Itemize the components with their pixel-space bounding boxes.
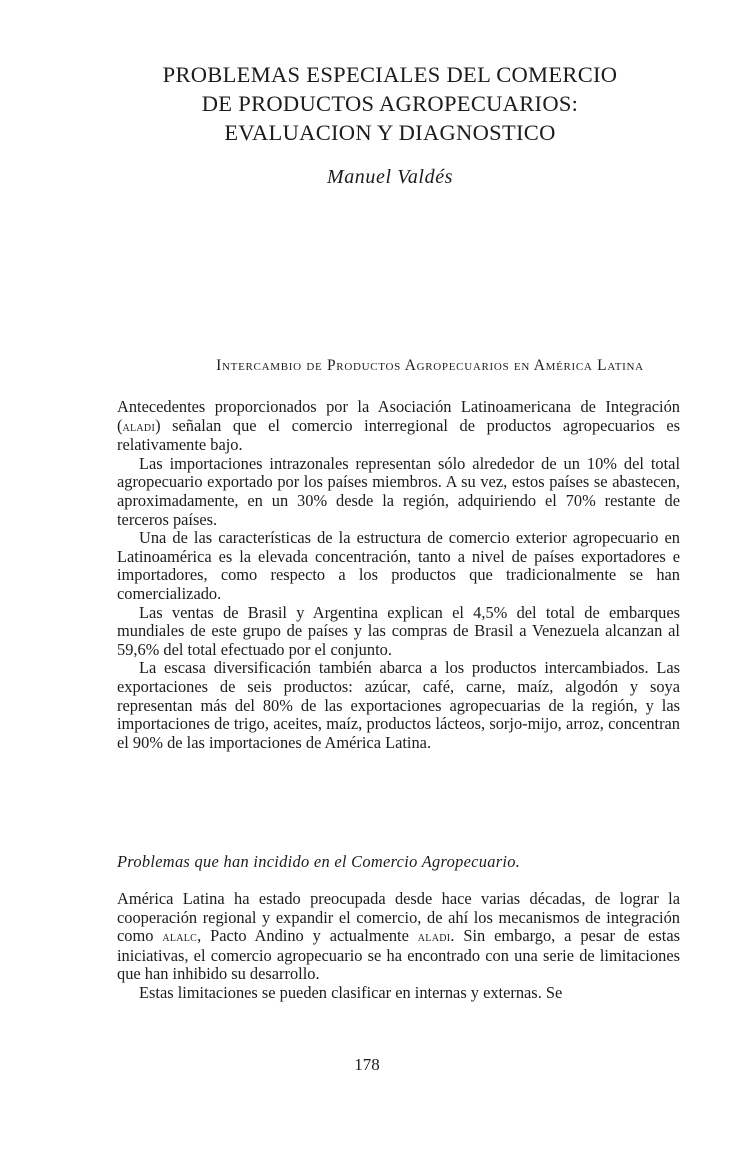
section-heading: Intercambio de Productos Agropecuarios en América Latina <box>216 357 644 374</box>
section-2-body <box>117 890 680 1003</box>
document-title <box>60 60 720 147</box>
aladi-acronym-2: aladi <box>417 929 451 946</box>
paragraph-6-text-a: América Latina ha estado preocupada desde hace varias décadas, de lograr la cooperación regional y expandir el comercio, de ahí los mecanismos de integración como <box>117 889 680 946</box>
subheading: Problemas que han incidido en el Comercio Agropecuario. <box>117 852 521 871</box>
paragraph-1-text-a: Antecedentes proporcionados por la Asociación Latinoamericana de Integración ( <box>117 397 680 435</box>
paragraph-7: Estas limitaciones se pueden clasificar en internas y externas. Se <box>139 982 563 1002</box>
aladi-acronym: aladi <box>122 418 156 435</box>
title-line-3: EVALUACION Y DIAGNOSTICO <box>224 120 556 145</box>
alalc-acronym: alalc <box>162 929 198 946</box>
paragraph-2: Las importaciones intrazonales representan sólo alrededor de un 10% del total agropecuario exportado por los países miembros. A su vez, estos países se abastecen, aproximadamente, en un 30% desde la región, adquiriendo el 70% restante de terceros países. <box>117 453 680 529</box>
paragraph-6-text-b: , Pacto Andino y actualmente <box>197 926 418 946</box>
paragraph-6-text-c: . Sin embargo, a pesar de estas iniciativas, el comercio agropecuario se ha encontrado con una serie de limitaciones que han inhibido su desarrollo. <box>117 926 681 984</box>
paragraph-3: Una de las características de la estructura de comercio exterior agropecuario en Latinoamérica es la elevada concentración, tanto a nivel de países exportadores e importadores, como respecto a los productos que tradicionalmente se han comercializado. <box>117 528 680 603</box>
paragraph-5: La escasa diversificación también abarca a los productos intercambiados. Las exportaciones de seis productos: azúcar, café, carne, maíz, algodón y soya representan más del 80% de las exportaciones agropecuarias de la región, y las importaciones de trigo, aceites, maíz, productos lácteos, sorjo-mijo, arroz, concentran el 90% de las importaciones de América Latina. <box>117 658 680 752</box>
page-number: 178 <box>354 1055 380 1074</box>
paragraph-6 <box>117 890 680 984</box>
paragraph-1 <box>117 398 680 455</box>
author-name: Manuel Valdés <box>326 166 454 188</box>
section-1-body <box>117 398 680 752</box>
title-line-1: PROBLEMAS ESPECIALES DEL COMERCIO <box>162 62 618 87</box>
title-line-2: DE PRODUCTOS AGROPECUARIOS: <box>201 91 579 116</box>
paragraph-4: Las ventas de Brasil y Argentina explican el 4,5% del total de embarques mundiales de este grupo de países y las compras de Brasil a Venezuela alcanzan al 59,6% del total efectuado por el conjunto. <box>117 602 680 659</box>
paragraph-1-text-b: ) señalan que el comercio interregional de productos agropecuarios es relativamente bajo. <box>117 415 680 455</box>
